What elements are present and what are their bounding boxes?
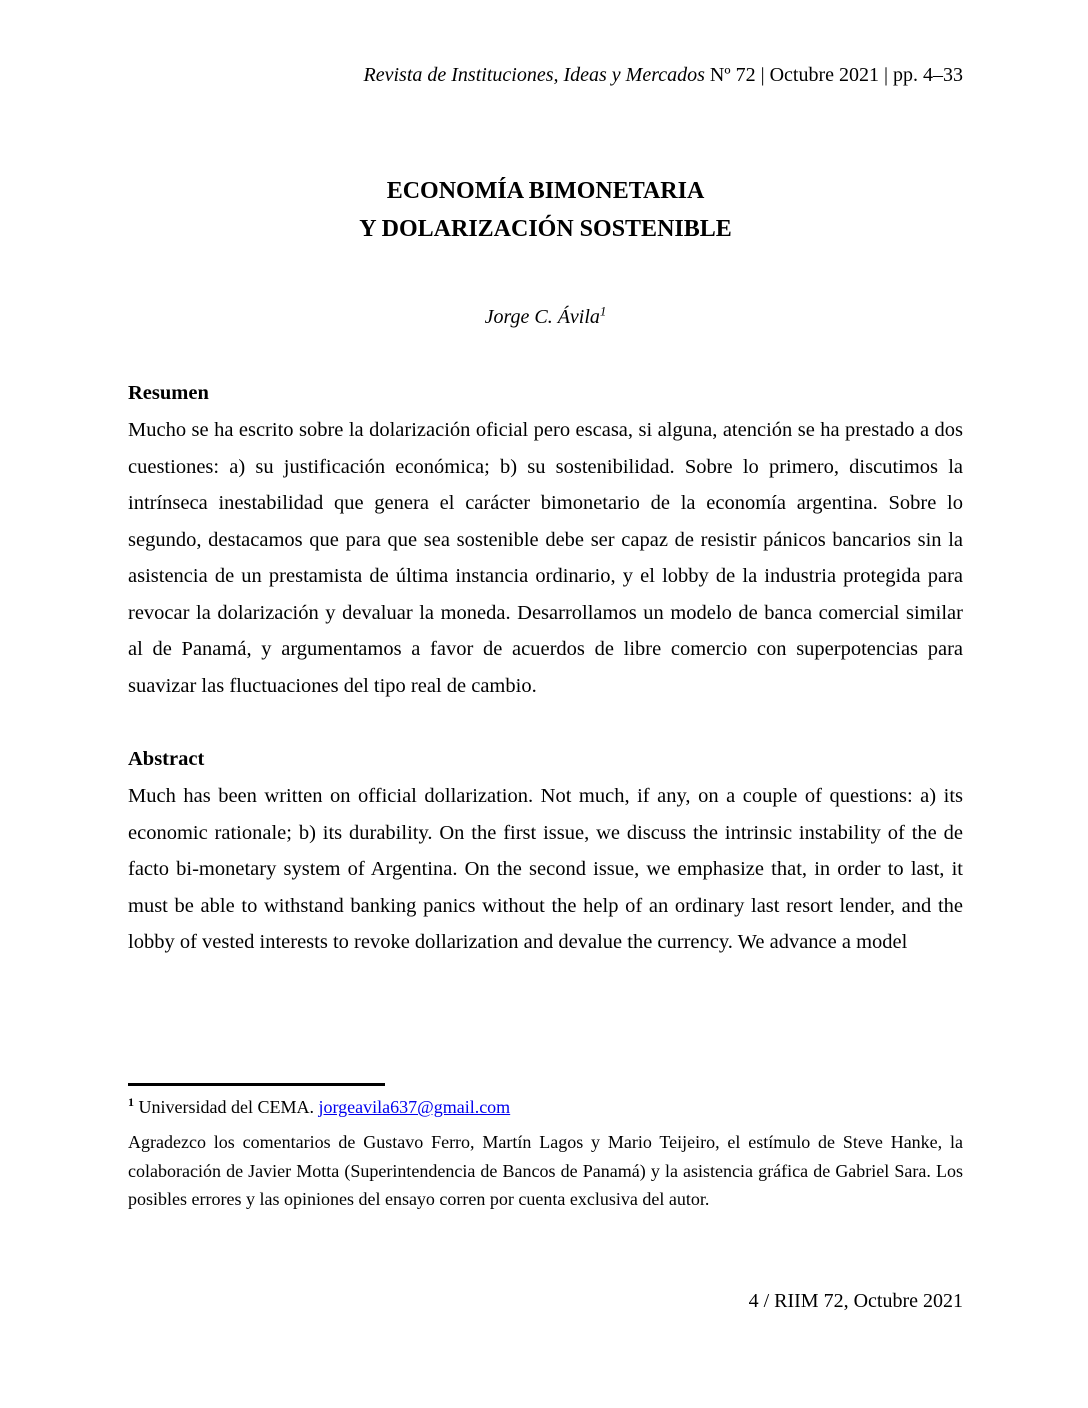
abstract-paragraph: Much has been written on official dollarization. Not much, if any, on a couple of questions: a) its economic rationale; b) its durability. On the first issue, we discuss the intrinsic instability of the de facto bi-monetary system of Argentina. On the second issue, we emphasize that, in order to last, it must be able to withstand banking panics without the help of an ordinary last resort lender, and the lobby of vested interests to revoke dollarization and devalue the currency. We advance a model	[128, 785, 963, 953]
article-title	[128, 172, 963, 248]
author-footnote-marker: 1	[599, 303, 607, 319]
abstract-heading: Abstract	[128, 748, 205, 770]
article-title-line-1: ECONOMÍA BIMONETARIA	[386, 178, 705, 204]
page-footer: 4 / RIIM 72, Octubre 2021	[748, 1290, 963, 1312]
footnote-marker: 1	[128, 1095, 134, 1109]
footnote-affiliation: Universidad del CEMA.	[138, 1097, 314, 1117]
author-name: Jorge C. Ávila	[484, 306, 600, 328]
footnote-area	[128, 1083, 963, 1214]
footnote-line	[128, 1094, 963, 1120]
article-title-line-2: Y DOLARIZACIÓN SOSTENIBLE	[359, 216, 732, 242]
issue-info: Nº 72 | Octubre 2021 | pp. 4–33	[709, 64, 963, 86]
acknowledgment-paragraph: Agradezco los comentarios de Gustavo Ferro, Martín Lagos y Mario Teijeiro, el estímulo de Steve Hanke, la colaboración de Javier Motta (Superintendencia de Bancos de Panamá) y la asistencia gráfica de Gabriel Sara. Los posibles errores y las opiniones del ensayo corren por cuenta exclusiva del autor.	[128, 1132, 963, 1209]
footnote-email-link[interactable]: jorgeavila637@gmail.com	[318, 1097, 511, 1117]
resumen-heading: Resumen	[128, 382, 209, 404]
footnote-separator	[128, 1083, 385, 1086]
running-header	[128, 0, 963, 88]
resumen-paragraph: Mucho se ha escrito sobre la dolarización oficial pero escasa, si alguna, atención se ha prestado a dos cuestiones: a) su justificación económica; b) su sostenibilidad. Sobre lo primero, discutimos la intrínseca inestabilidad que genera el carácter bimonetario de la economía argentina. Sobre lo segundo, destacamos que para que sea sostenible debe ser capaz de resistir pánicos bancarios sin la asistencia de un prestamista de última instancia ordinario, y el lobby de la industria protegida para revocar la dolarización y devaluar la moneda. Desarrollamos un modelo de banca comercial similar al de Panamá, y argumentamos a favor de acuerdos de libre comercio con superpotencias para suavizar las fluctuaciones del tipo real de cambio.	[128, 419, 963, 697]
author-line	[128, 304, 963, 330]
journal-name: Revista de Instituciones, Ideas y Mercados	[363, 64, 705, 86]
